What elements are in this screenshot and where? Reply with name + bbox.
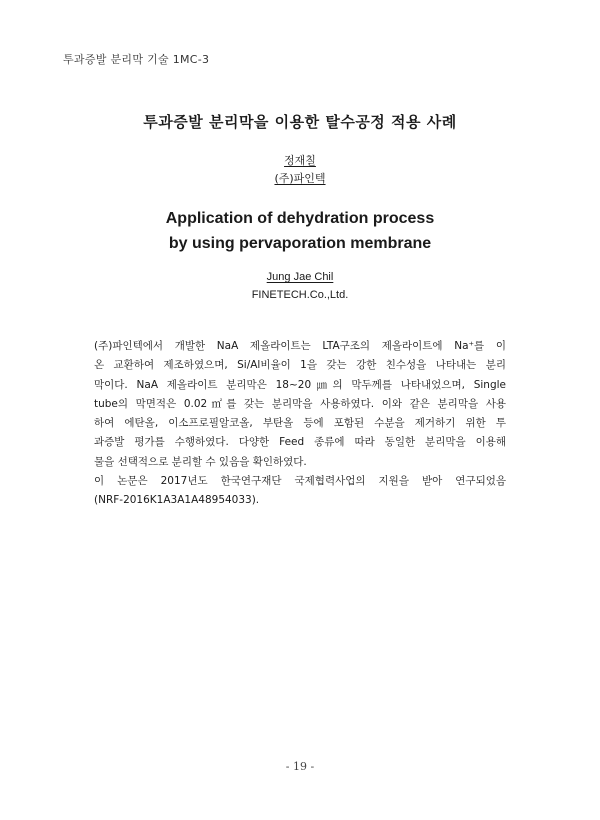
acknowledgement-line: 이 논문은 2017년도 한국연구재단 국제협력사업의 지원을 받아 연구되었음 xyxy=(94,475,506,488)
abstract-line: 막이다. NaA 제올라이트 분리막은 18~20㎛의 막두께를 나타내었으며, Single xyxy=(94,378,506,391)
affiliation-english: FINETECH.Co.,Ltd. xyxy=(251,289,349,301)
affiliation-korean xyxy=(0,170,600,186)
running-header: 투과증발 분리막 기술 1MC-3 xyxy=(63,53,210,66)
author-name-english xyxy=(0,271,600,283)
abstract-line: (주)파인텍에서 개발한 NaA 제올라이트는 LTA구조의 제올라이트에 Na⁺를 이 xyxy=(94,340,506,352)
paper-title-english-line-1: Application of dehydration process xyxy=(165,210,435,227)
abstract-line: tube의 막면적은 0.02㎡를 갖는 분리막을 사용하였다. 이와 같은 분리막을 사용 xyxy=(94,397,506,410)
acknowledgement-line: (NRF-2016K1A3A1A48954033). xyxy=(94,494,260,507)
author-name-korean-text: 정재칠 xyxy=(284,154,316,167)
paper-title-english xyxy=(0,206,600,256)
affiliation-korean-text: (주)파인텍 xyxy=(274,172,326,185)
author-name-korean xyxy=(0,152,600,168)
page-number: - 19 - xyxy=(285,760,315,773)
abstract xyxy=(94,337,506,511)
abstract-line: 물을 선택적으로 분리할 수 있음을 확인하였다. xyxy=(94,455,307,468)
paper-title-english-line-2: by using pervaporation membrane xyxy=(168,235,432,252)
abstract-line: 과증발 평가를 수행하였다. 다양한 Feed 종류에 따라 동일한 분리막을 이용해 xyxy=(94,436,506,449)
abstract-line: 온 교환하여 제조하였으며, Si/Al비율이 1을 갖는 강한 친수성을 나타내는 분리 xyxy=(94,359,506,372)
paper-title-korean: 투과증발 분리막을 이용한 탈수공정 적용 사례 xyxy=(143,113,457,131)
abstract-line: 하여 에탄올, 이소프로필알코올, 부탄올 등에 포함된 수분을 제거하기 위한 투 xyxy=(94,417,506,430)
author-name-english-text: Jung Jae Chil xyxy=(266,271,334,283)
